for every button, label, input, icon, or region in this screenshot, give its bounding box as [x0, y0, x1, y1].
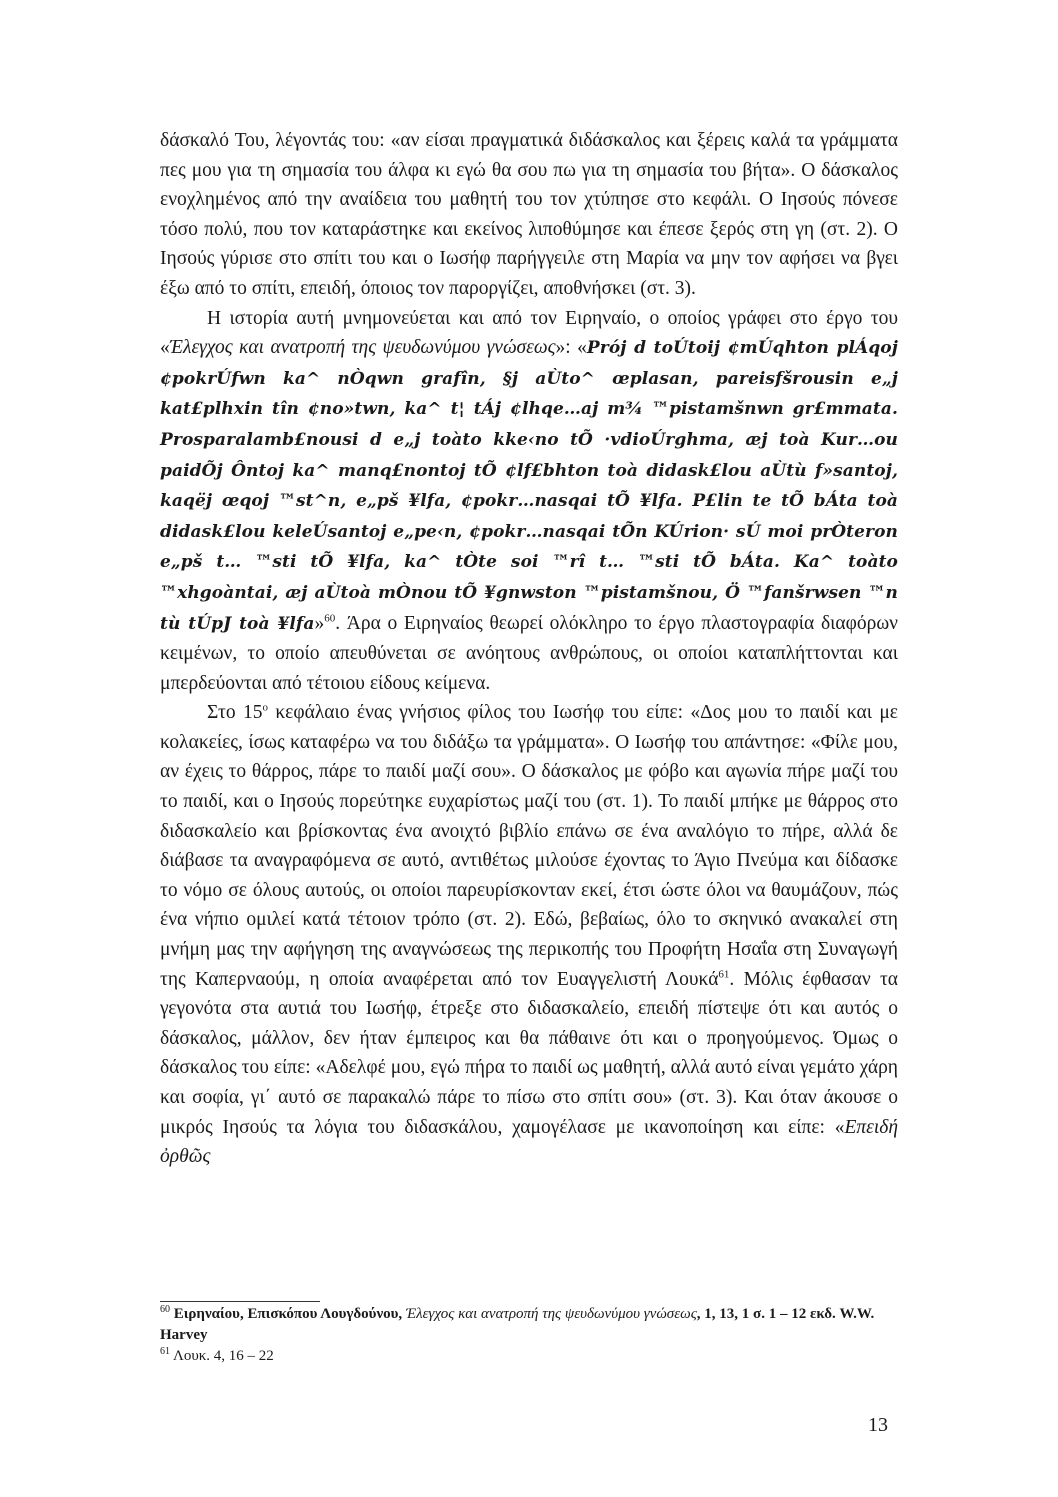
footnotes [160, 1304, 898, 1367]
footnote-60-title: Έλεγχος και ανατροπή της ψευδωνύμου γνώσεως [405, 1306, 697, 1322]
footnote-61-number: 61 [160, 1346, 170, 1357]
paragraph-2-end: . Άρα ο Ειρηναίος θεωρεί ολόκληρο το έργο πλαστογραφία διαφόρων κειμένων, το οποίο απευθύνεται σε ανόητους ανθρώπους, οι οποίοι καταπλήττονται και μπερδεύονται από τέτοιου είδους κείμενα. [160, 612, 898, 694]
quote-open: »: « [555, 337, 587, 359]
quote-close: » [314, 612, 325, 634]
paragraph-3-mid: κεφάλαιο ένας γνήσιος φίλος του Ιωσήφ του είπε: «Δος μου το παιδί και με κολακείες, ίσως καταφέρω να του διδάξω τα γράμματα». Ο Ιωσήφ του απάντησε: «Φίλε μου, αν έχεις το θάρρος, πάρε το παιδί μαζί σου». Ο δάσκαλος με φόβο και αγωνία πήρε μαζί του το παιδί, και ο Ιησούς πορεύτηκε ευχαρίστως μαζί του (στ. 1). Το παιδί μπήκε με θάρρος στο διδασκαλείο και βρίσκοντας ένα ανοιχτό βιβλίο επάνω σε ένα αναλόγιο το πήρε, αλλά δε διάβασε τα αναγραφόμενα σε αυτό, αντιθέτως μιλούσε έχοντας το Άγιο Πνεύμα και δίδασκε το νόμο σε όλους αυτούς, οι οποίοι παρευρίσκονταν εκεί, έτσι ώστε όλοι να θαυμάζουν, πώς ένα νήπιο ομιλεί κατά τέτοιον τρόπο (στ. 2). Εδώ, βεβαίως, όλο το σκηνικό ανακαλεί στη μνήμη μας την αφήγηση της αναγνώσεως της περικοπής του Προφήτη Ησαΐα στη Συναγωγή της Καπερναούμ, η οποία αναφέρεται από τον Ευαγγελιστή Λουκά [160, 702, 898, 990]
work-title: Έλεγχος και ανατροπή της ψευδωνύμου γνώσεως [169, 337, 556, 359]
paragraph-2-start: Η ιστορία αυτή μνημονεύεται και από τον Ειρηναίο, ο οποίος γράφει στο έργο του « [160, 307, 898, 359]
footnote-ref-61[interactable]: 61 [718, 968, 730, 981]
paragraph-2 [160, 304, 898, 699]
footnote-60 [160, 1304, 898, 1346]
footnote-61 [160, 1346, 898, 1367]
paragraph-3-italic-tail: Επειδή ὀρθῶς [160, 1116, 898, 1168]
paragraph-3-end: . Μόλις έφθασαν τα γεγονότα στα αυτιά του Ιωσήφ, έτρεξε στο διδασκαλείο, επειδή πίστεψε ότι και αυτός ο δάσκαλος, μάλλον, δεν ήταν έμπειρος και θα πάθαινε ότι και ο προηγούμενος. Όμως ο δάσκαλος του είπε: «Αδελφέ μου, εγώ πήρα το παιδί ως μαθητή, αλλά αυτό είναι γεμάτο χάρη και σοφία, γι΄ αυτό σε παρακαλώ πάρε το πίσω στο σπίτι σου» (στ. 3). Και όταν άκουσε ο μικρός Ιησούς τα λόγια του διδασκάλου, χαμογέλασε με ικανοποίηση και είπε: « [160, 968, 898, 1138]
footnote-separator [160, 1301, 320, 1302]
paragraph-3 [160, 698, 898, 1172]
footnote-60-author: Ειρηναίου, Επισκόπου Λουγδούνου, [173, 1306, 403, 1322]
page-number: 13 [868, 1414, 888, 1436]
footnote-61-text: Λουκ. 4, 16 – 22 [172, 1348, 274, 1364]
footnote-60-rest: , 1, 13, 1 σ. 1 – 12 εκδ. W.W. Harvey [160, 1306, 875, 1343]
paragraph-1-text: δάσκαλό Του, λέγοντάς του: «αν είσαι πραγματικά διδάσκαλος και ξέρεις καλά τα γράμματα πες μου για τη σημασία του άλφα κι εγώ θα σου πω για τη σημασία του βήτα». Ο δάσκαλος ενοχλημένος από την αναίδεια του μαθητή του τον χτύπησε στο κεφάλι. Ο Ιησούς πόνεσε τόσο πολύ, που τον καταράστηκε και εκείνος λιποθύμησε και έπεσε ξερός στη γη (στ. 2). Ο Ιησούς γύρισε στο σπίτι του και ο Ιωσήφ παρήγγειλε στη Μαρία να μην τον αφήσει να βγει έξω από το σπίτι, επειδή, όποιος τον παρoργίζει, αποθνήσκει (στ. 3). [160, 130, 898, 299]
footnote-60-number: 60 [160, 1304, 170, 1315]
footnote-ref-60[interactable]: 60 [324, 612, 336, 624]
paragraph-3-start: Στο 15 [207, 702, 263, 724]
garbled-greek-quotation: Prόj d toÚtoij ¢mÚqhton plÁqoj ¢pokrÚfwn ka^ nÒqwn grafîn, §j aÙto^ œplasan, pareisfšrousin e„j kat£plhxin tîn ¢no»twn, ka^ t¦ tÁj ¢lhqe…aj m¾ ™pistamšnwn gr£mmata. Prosparalamb£nousi d e„j toàto kke‹no tÕ ·vdioÚrghma, æj toà Kur…ou paidÕj Ôntoj ka^ manq£nontoj tÕ ¢lf£bhton toà didask£lou aÙtù f»santoj, kaqëj œqoj ™st^n, e„pš ¥lfa, ¢pokr…nasqai tÕ ¥lfa. P£lin te tÕ bÁta toà didask£lou keleÚsantoj e„pe‹n, ¢pokr…nasqai tÕn KÚrion· sÚ moi prÒteron e„pš t… ™sti tÕ ¥lfa, ka^ tÒte soi ™rî t… ™sti tÕ bÁta. Ka^ toàto ™xhgoàntai, æj aÙtoà mÒnou tÕ ¥gnwston ™pistamšnou, Ö ™fanšrwsen ™n tù tÚpJ toà ¥lfa [160, 338, 898, 634]
paragraph-1 [160, 126, 898, 304]
main-text [160, 126, 898, 1172]
ordinal-superscript: ο [262, 701, 268, 714]
